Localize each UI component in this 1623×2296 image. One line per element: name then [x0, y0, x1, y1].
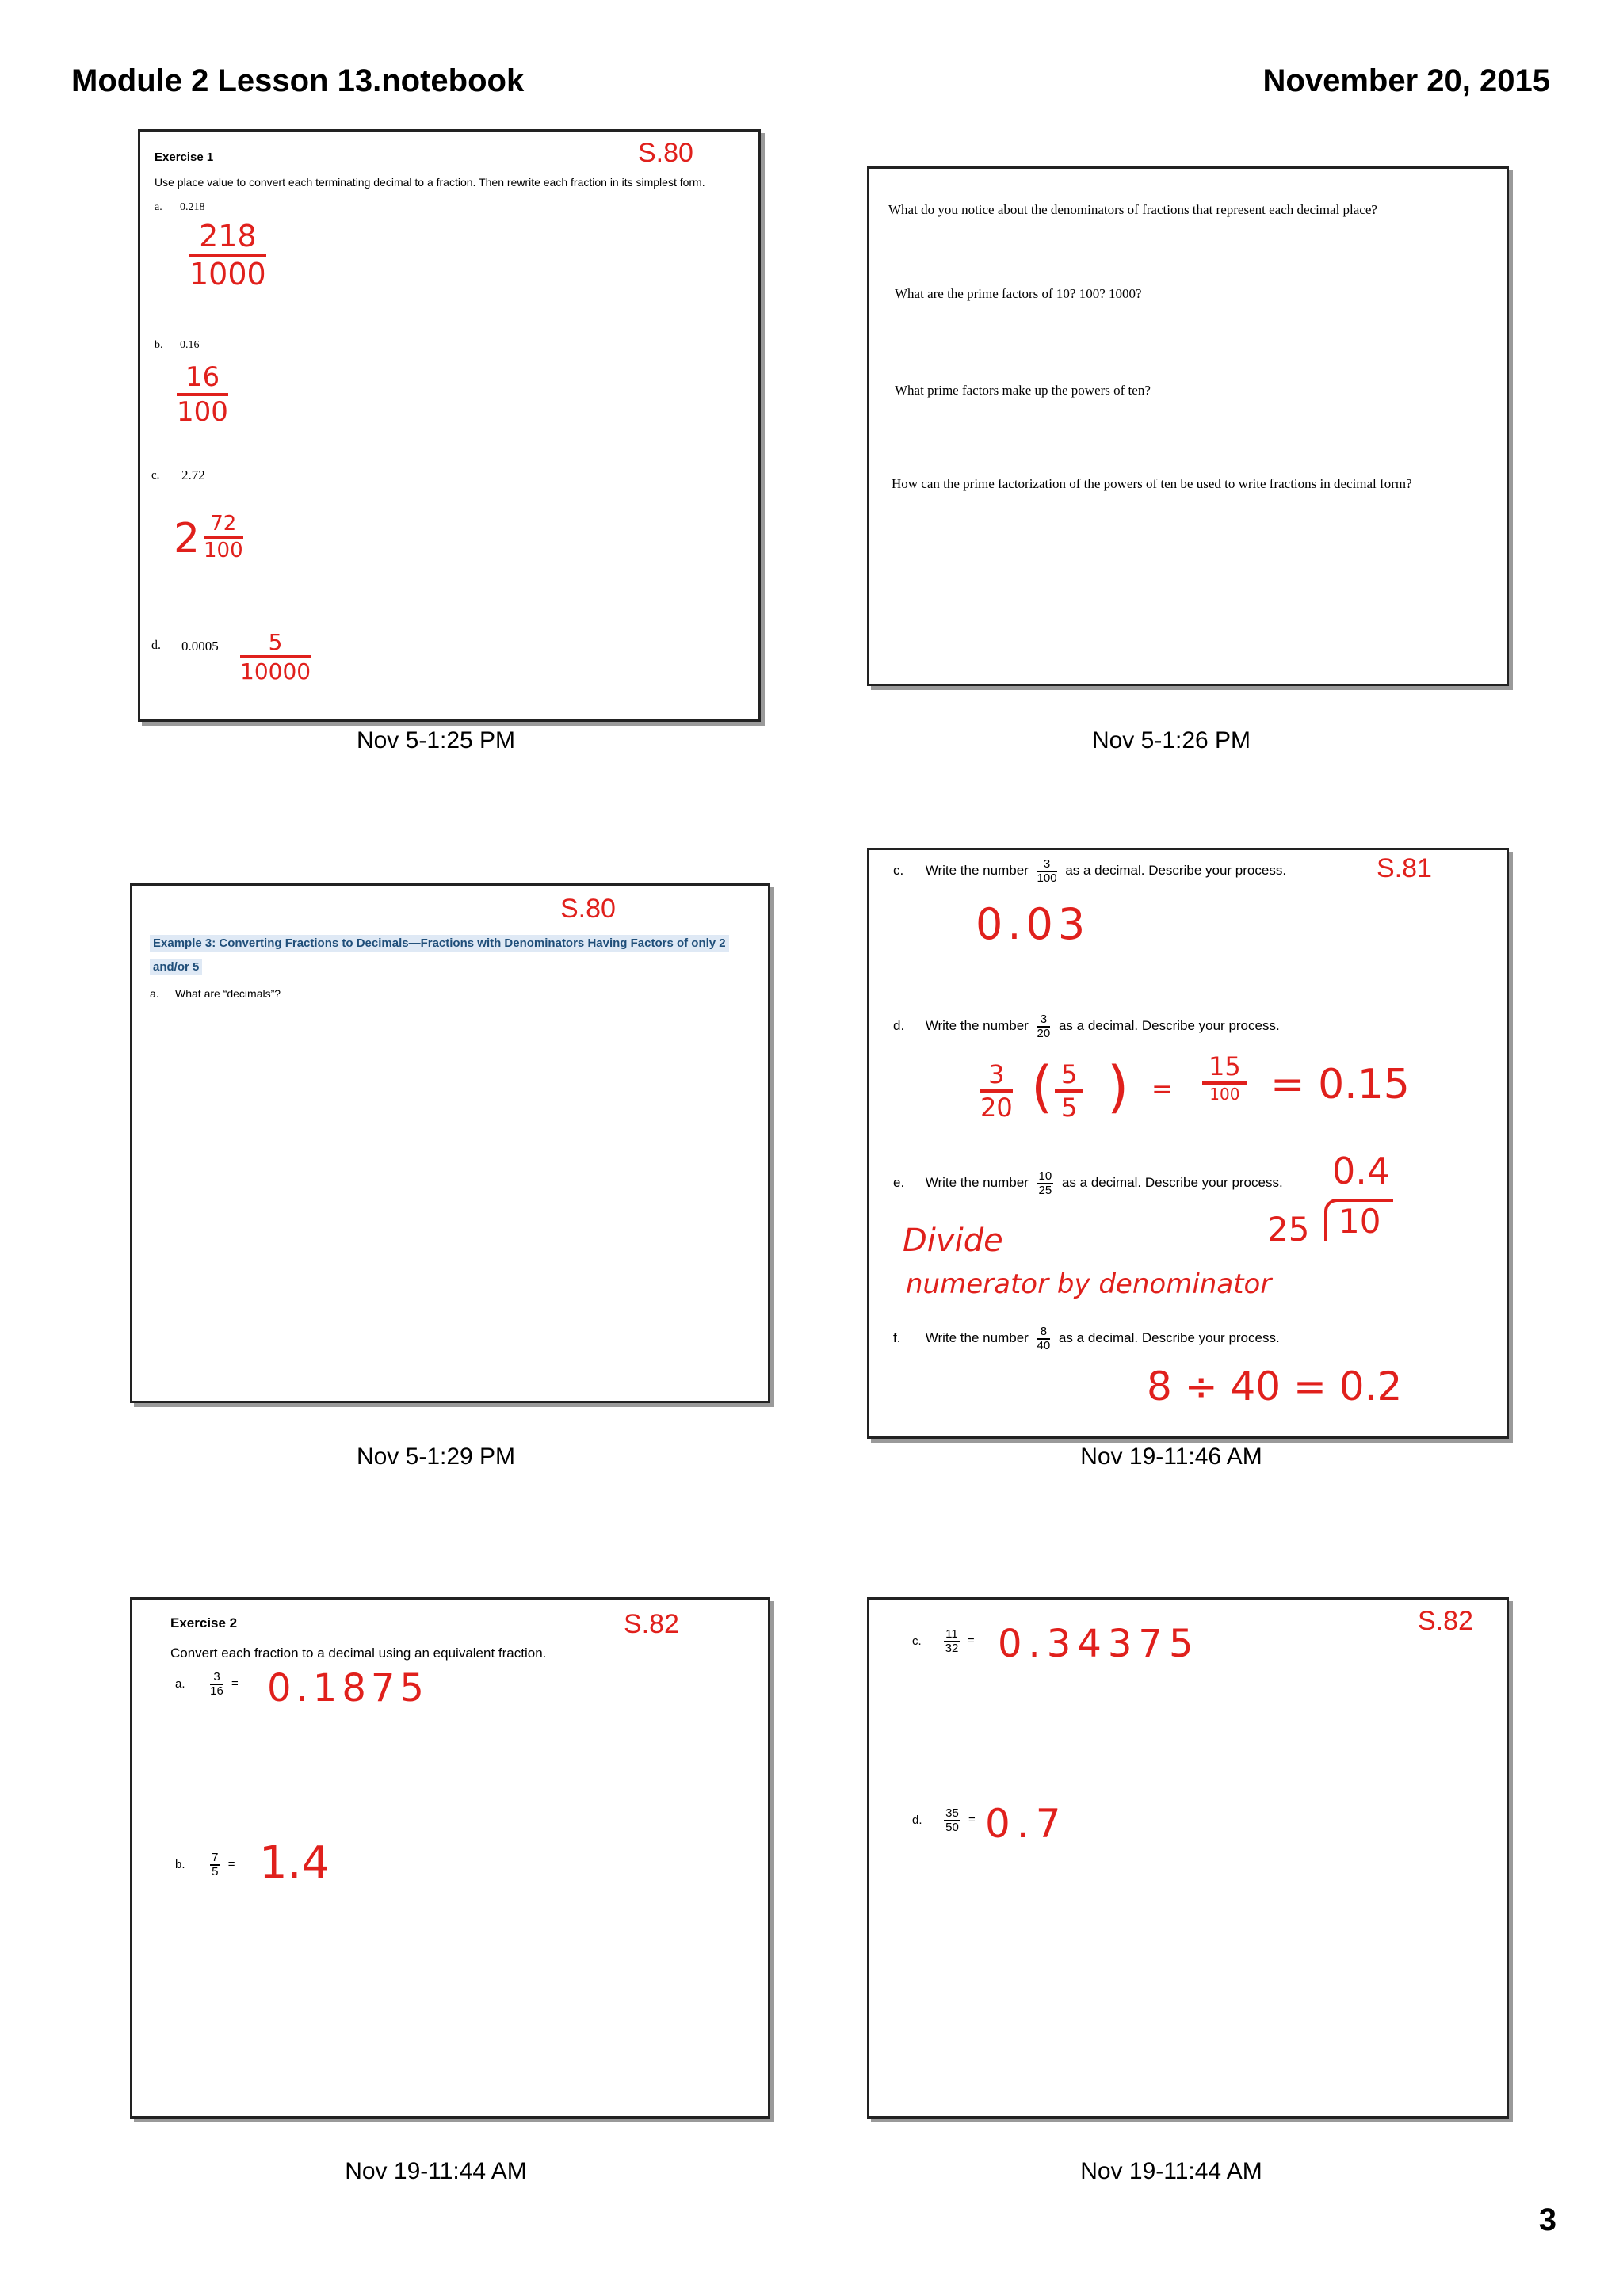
fraction [1037, 1170, 1054, 1197]
hw-numerator: 16 [177, 361, 228, 396]
slide-timestamp: Nov 5-1:25 PM [356, 727, 516, 753]
hw-numerator: 72 [204, 512, 243, 539]
denominator: 25 [1038, 1183, 1052, 1197]
handwritten-fraction [1202, 1051, 1247, 1104]
equals-sign: = [967, 1634, 975, 1648]
part-letter: d. [151, 639, 161, 652]
question-text: What are the prime factors of 10? 100? 1000? [895, 286, 1142, 301]
page-number: 3 [1538, 2203, 1556, 2237]
item-post: as a decimal. Describe your process. [1058, 1330, 1280, 1346]
part-value: 0.0005 [181, 639, 219, 654]
slide-label: S.82 [1418, 1606, 1473, 1636]
denominator: 50 [945, 1820, 959, 1834]
fraction [210, 1852, 220, 1878]
part-value: 2.72 [181, 467, 205, 482]
item-d [893, 1013, 1280, 1040]
fraction [944, 1628, 960, 1655]
hw-denominator: 100 [177, 396, 228, 428]
hw-divisor: 25 [1267, 1210, 1310, 1249]
denominator: 40 [1037, 1338, 1051, 1352]
item-post: as a decimal. Describe your process. [1061, 1175, 1283, 1191]
exercise-heading: Exercise 1 [155, 151, 214, 164]
hw-numerator: 3 [980, 1059, 1013, 1093]
hw-denominator: 10000 [240, 658, 311, 685]
hw-note: numerator by denominator [906, 1268, 1272, 1300]
hw-answer: 1.4 [259, 1837, 330, 1889]
numerator: 11 [945, 1627, 958, 1641]
slide-timestamp: Nov 19-11:44 AM [1080, 2158, 1262, 2184]
numerator: 7 [212, 1851, 219, 1864]
hw-paren-open: ( [1031, 1055, 1053, 1119]
part-letter: a. [175, 1676, 185, 1691]
item-letter: f. [893, 1330, 901, 1346]
handwritten-fraction [177, 361, 228, 428]
part-letter: a. [150, 987, 159, 1000]
hw-denominator: 100 [204, 539, 243, 563]
item-pre: Write the number [925, 1175, 1029, 1191]
hw-answer: 0.34375 [998, 1622, 1200, 1666]
handwritten-fraction [204, 512, 243, 563]
handwritten-fraction [240, 629, 311, 685]
hw-dividend: 10 [1324, 1199, 1393, 1241]
question-text: What prime factors make up the powers of ten? [895, 383, 1151, 398]
slide-label: S.81 [1377, 853, 1432, 883]
part-letter: b. [155, 339, 163, 351]
hw-whole-number: 2 [174, 515, 200, 563]
hw-note: Divide [903, 1222, 1003, 1259]
item-letter: e. [893, 1175, 905, 1191]
denominator: 16 [210, 1684, 223, 1698]
slide-label: S.80 [560, 894, 616, 924]
handwritten-fraction [980, 1059, 1013, 1123]
part-letter: c. [912, 1634, 922, 1648]
numerator: 10 [1038, 1169, 1052, 1183]
hw-denominator: 1000 [189, 257, 266, 292]
exercise-heading: Exercise 2 [170, 1615, 238, 1630]
hw-paren-close: ) [1107, 1055, 1129, 1119]
fraction [944, 1807, 960, 1834]
hw-answer: 0.1875 [267, 1666, 429, 1711]
hw-answer: 8 ÷ 40 = 0.2 [1147, 1363, 1403, 1409]
item-post: as a decimal. Describe your process. [1065, 863, 1287, 879]
equals-sign: = [231, 1676, 239, 1691]
hw-denominator: 20 [980, 1093, 1013, 1123]
numerator: 3 [1037, 1013, 1051, 1028]
slide-label: S.82 [624, 1609, 679, 1639]
slide-write-as-decimal[interactable] [867, 848, 1509, 1439]
item-c [893, 858, 1286, 885]
part-a [175, 1671, 239, 1698]
exercise-instruction: Use place value to convert each terminating decimal to a fraction. Then rewrite each fraction in its simplest form. [155, 176, 705, 189]
part-c [912, 1628, 975, 1655]
document-title: Module 2 Lesson 13.notebook [71, 63, 525, 98]
item-letter: d. [893, 1018, 905, 1034]
exercise-instruction: Convert each fraction to a decimal using an equivalent fraction. [170, 1646, 547, 1661]
hw-numerator: 5 [1055, 1059, 1083, 1093]
handwritten-fraction [189, 219, 266, 292]
numerator: 8 [1037, 1325, 1051, 1340]
hw-denominator: 100 [1209, 1085, 1240, 1104]
part-letter: b. [175, 1857, 185, 1871]
part-b [175, 1852, 235, 1878]
hw-denominator: 5 [1061, 1093, 1078, 1123]
equals-sign: = [968, 1813, 976, 1827]
hw-answer: = 0.15 [1270, 1061, 1410, 1108]
item-e [893, 1170, 1283, 1197]
equals-sign: = [227, 1857, 235, 1871]
fraction [1037, 1013, 1051, 1040]
slide-timestamp: Nov 5-1:29 PM [356, 1444, 516, 1470]
item-pre: Write the number [925, 1018, 1029, 1034]
part-letter: c. [151, 469, 160, 482]
part-text: What are “decimals”? [175, 987, 281, 1000]
numerator: 3 [1037, 858, 1057, 872]
item-pre: Write the number [925, 1330, 1029, 1346]
part-letter: a. [155, 201, 162, 213]
part-value: 0.16 [180, 339, 200, 351]
hw-numerator: 218 [189, 219, 266, 257]
numerator: 3 [210, 1671, 223, 1685]
example-heading: Example 3: Converting Fractions to Decimals—Fractions with Denominators Having Factors of only 2 [150, 935, 729, 952]
hw-numerator: 5 [240, 629, 311, 658]
slide-label: S.80 [638, 138, 693, 168]
item-post: as a decimal. Describe your process. [1058, 1018, 1280, 1034]
question-text: How can the prime factorization of the powers of ten be used to write fractions in decimal form? [892, 476, 1412, 491]
denominator: 32 [945, 1641, 959, 1655]
numerator: 35 [945, 1806, 959, 1820]
example-heading: and/or 5 [150, 959, 202, 975]
hw-equals: = [1151, 1074, 1173, 1104]
slide-timestamp: Nov 5-1:26 PM [1091, 727, 1251, 753]
part-letter: d. [912, 1813, 922, 1827]
denominator: 5 [212, 1864, 219, 1878]
fraction [1037, 1325, 1051, 1352]
item-pre: Write the number [925, 863, 1029, 879]
part-value: 0.218 [180, 201, 205, 213]
slide-exercise-1[interactable] [138, 129, 761, 722]
slide-timestamp: Nov 19-11:46 AM [1080, 1444, 1262, 1470]
document-date: November 20, 2015 [1262, 63, 1550, 98]
handwritten-fraction [1055, 1059, 1083, 1123]
question-text: What do you notice about the denominators of fractions that represent each decimal place? [888, 202, 1377, 217]
item-f [893, 1325, 1280, 1352]
slide-timestamp: Nov 19-11:44 AM [345, 2158, 527, 2184]
slide-exercise-2-cont[interactable] [867, 1597, 1509, 2119]
hw-numerator: 15 [1202, 1051, 1247, 1085]
slide-questions[interactable] [867, 166, 1509, 686]
hw-quotient: 0.4 [1332, 1150, 1391, 1192]
denominator: 100 [1037, 871, 1057, 885]
hw-answer: 0.7 [985, 1801, 1067, 1847]
fraction [1037, 858, 1057, 885]
fraction [210, 1671, 223, 1698]
item-letter: c. [893, 863, 904, 879]
slide-example-3[interactable] [130, 883, 770, 1403]
slide-exercise-2[interactable] [130, 1597, 770, 2119]
hw-answer: 0.03 [976, 899, 1090, 949]
part-d [912, 1807, 976, 1834]
denominator: 20 [1037, 1026, 1051, 1040]
